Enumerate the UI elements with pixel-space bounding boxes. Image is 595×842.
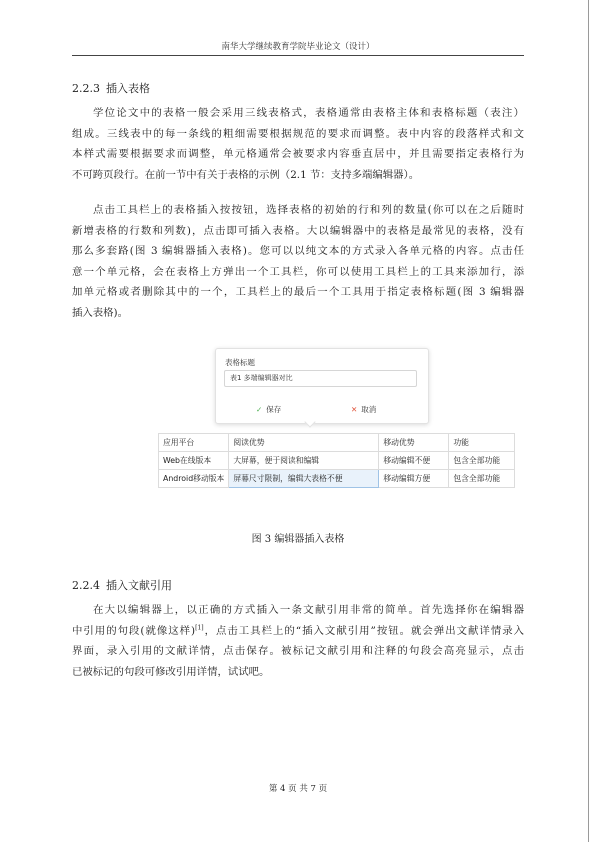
editor-table bbox=[158, 433, 515, 488]
figure-caption: 图 3 编辑器插入表格 bbox=[251, 534, 345, 545]
cancel-button[interactable] bbox=[351, 404, 376, 415]
text-line: 不可跨页段行。在前一节中有关于表格的示例（2.1 节：支持多端编辑器）。 bbox=[72, 168, 420, 181]
paragraph-citation bbox=[72, 600, 524, 682]
text-line: 在大以编辑器上，以正确的方式插入一条文献引用非常的简单。首先选择你在编辑器 bbox=[93, 604, 524, 616]
text-line bbox=[72, 621, 524, 642]
section-title: 插入表格 bbox=[106, 82, 150, 95]
paragraph-tables-intro bbox=[72, 103, 524, 185]
table-caption-popup bbox=[215, 348, 429, 424]
popup-label: 表格标题 bbox=[225, 358, 255, 367]
section-number: 2.2.4 bbox=[72, 579, 100, 592]
text-run: ，点击工具栏上的“插入文献引用”按钮。就会弹出文献详情录入 bbox=[203, 624, 525, 637]
text-run: 中引用的句段(就像这样) bbox=[72, 624, 196, 637]
section-heading-2-2-3 bbox=[72, 80, 150, 96]
text-line: 点击工具栏上的表格插入按按钮，选择表格的初始的行和列的数量(你可以在之后随时 bbox=[93, 204, 524, 216]
text-line: 学位论文中的表格一般会采用三线表格式，表格通常由表格主体和表格标题（表注） bbox=[93, 107, 524, 119]
page-edge-divider bbox=[588, 0, 589, 842]
page-header: 南华大学继续教育学院毕业论文（设计） bbox=[72, 40, 524, 56]
text-line: 组成。三线表中的每一条线的粗细需要根据规范的要求而调整。表中内容的段落样式和文 bbox=[72, 127, 524, 140]
text-line: 意一个单元格，会在表格上方弹出一个工具栏，你可以使用工具栏上的工具来添加行，添 bbox=[72, 265, 524, 278]
section-title: 插入文献引用 bbox=[106, 579, 172, 592]
table-row bbox=[159, 470, 515, 488]
text-line: 界面，录入引用的文献详情，点击保存。被标记文献引用和注释的句段会高亮显示，点击 bbox=[72, 645, 524, 658]
text-line: 本样式需要根据要求而调整，单元格通常会被要求内容垂直居中，并且需要指定表格行为 bbox=[72, 148, 524, 161]
text-line: 插入表格)。 bbox=[72, 306, 129, 319]
table-cell[interactable]: 阅读优势 bbox=[229, 434, 379, 452]
table-cell[interactable]: 应用平台 bbox=[159, 434, 229, 452]
table-row bbox=[159, 434, 515, 452]
check-icon: ✓ bbox=[256, 405, 263, 414]
table-cell[interactable]: 移动优势 bbox=[379, 434, 449, 452]
table-cell[interactable]: 功能 bbox=[449, 434, 515, 452]
citation-marker[interactable]: [1] bbox=[195, 624, 204, 632]
section-heading-2-2-4 bbox=[72, 577, 172, 593]
section-number: 2.2.3 bbox=[72, 82, 100, 95]
close-icon: ✕ bbox=[351, 405, 358, 414]
table-row bbox=[159, 452, 515, 470]
text-line: 加单元格或者删除其中的一个，工具栏上的最后一个工具用于指定表格标题(图 3 编辑器 bbox=[72, 286, 524, 299]
text-line: 已被标记的句段可修改引用详情，试试吧。 bbox=[72, 665, 270, 678]
text-line: 新增表格的行数和列数)，点击即可插入表格。大以编辑器中的表格是最常见的表格，没有 bbox=[72, 224, 524, 237]
table-cell[interactable]: 包含全部功能 bbox=[449, 470, 515, 488]
text-line: 那么多套路(图 3 编辑器插入表格)。您可以以纯文本的方式录入各单元格的内容。点击任 bbox=[72, 245, 524, 258]
table-cell[interactable]: 大屏幕，便于阅读和编辑 bbox=[229, 452, 379, 470]
table-cell[interactable]: 移动编辑不便 bbox=[379, 452, 449, 470]
cancel-label: 取消 bbox=[361, 405, 377, 414]
table-cell[interactable]: Android移动版本 bbox=[159, 470, 229, 488]
save-button[interactable] bbox=[256, 404, 281, 415]
paragraph-table-insert bbox=[72, 200, 524, 324]
figure-editor-table bbox=[158, 348, 531, 504]
page-footer: 第 4 页 共 7 页 bbox=[268, 784, 328, 794]
caption-input[interactable]: 表1 多端编辑器对比 bbox=[224, 370, 417, 387]
table-cell[interactable]: Web在线版本 bbox=[159, 452, 229, 470]
table-cell-selected[interactable]: 屏幕尺寸限制，编辑大表格不便 bbox=[229, 470, 379, 488]
save-label: 保存 bbox=[266, 405, 282, 414]
table-cell[interactable]: 移动编辑方便 bbox=[379, 470, 449, 488]
table-cell[interactable]: 包含全部功能 bbox=[449, 452, 515, 470]
